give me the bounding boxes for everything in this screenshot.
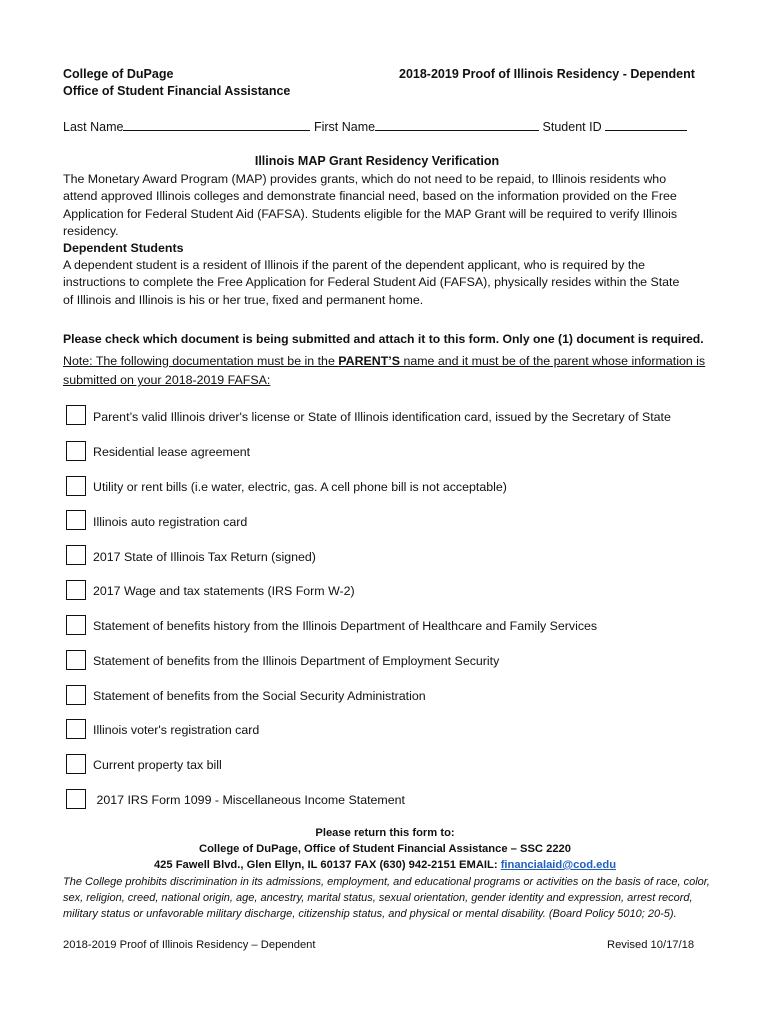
option-label: 2017 State of Illinois Tax Return (signed) [93,550,316,564]
org-name: College of DuPage [63,67,174,81]
checkbox-property-tax[interactable] [66,754,86,774]
return-line-2: College of DuPage, Office of Student Financial Assistance – SSC 2220 [199,843,571,855]
last-name-field[interactable] [123,119,310,131]
option-label: Parent’s valid Illinois driver's license or State of Illinois identification card, issued by the Secretary of State [93,410,671,424]
checkbox-ssa-benefits[interactable] [66,685,86,705]
student-id-field[interactable] [605,119,687,131]
checkbox-w2[interactable] [66,580,86,600]
checkbox-lease[interactable] [66,441,86,461]
option-label: Residential lease agreement [93,445,251,459]
option-label: Current property tax bill [93,758,222,772]
checkbox-auto-registration[interactable] [66,510,86,530]
nondiscrimination-statement: The College prohibits discrimination in its admissions, employment, and educational programs or activities on the basis of race, color, sex, religion, creed, national origin, age, ancestry, marital status, sexual orientation, gender identity and expression, arrest record, military status or unfavorable military discharge, citizenship status, and physical or mental disability. (Board Policy 5010; 20-5). [63,876,710,920]
option-label: Statement of benefits from the Illinois Department of Employment Security [93,654,500,668]
option-label: 2017 IRS Form 1099 - Miscellaneous Income Statement [93,793,405,807]
student-id-label: Student ID [542,120,602,134]
checkbox-state-tax-return[interactable] [66,545,86,565]
option-label: Statement of benefits from the Social Security Administration [93,689,426,703]
section-title: Illinois MAP Grant Residency Verification [254,154,500,168]
first-name-label: First Name [313,120,376,134]
checkbox-hfs-benefits[interactable] [66,615,86,635]
dependent-heading: Dependent Students [63,241,184,255]
option-label: Illinois voter's registration card [93,723,260,737]
parent-note [63,352,709,390]
map-intro-paragraph: The Monetary Award Program (MAP) provides grants, which do not need to be repaid, to Illinois residents who attend approved Illinois colleges and demonstrate financial need, based on the information provided on the Free Application for Federal Student Aid (FAFSA). Students eligible for the MAP Grant will be required to verify Illinois residency. [63,172,678,239]
email-link[interactable]: financialaid@cod.edu [500,859,617,871]
first-name-field[interactable] [375,119,539,131]
footer-left: 2018-2019 Proof of Illinois Residency – Dependent [63,939,316,951]
checkbox-utility-bills[interactable] [66,476,86,496]
return-line-1: Please return this form to: [315,827,455,839]
check-instructions: Please check which document is being submitted and attach it to this form. Only one (1) document is required. [63,332,704,346]
note-suffix: name and it must be of the parent whose information is submitted on your 2018-2019 FAFSA: [63,354,706,387]
option-label: Illinois auto registration card [93,515,248,529]
name-fields-row [63,119,687,134]
footer-revised: Revised 10/17/18 [607,939,695,951]
form-title: 2018-2019 Proof of Illinois Residency - Dependent [399,67,695,81]
dependent-paragraph: A dependent student is a resident of Illinois if the parent of the dependent applicant, who is required by the instructions to complete the Free Application for Federal Student Aid (FAFSA), physically resides within the State of Illinois and Illinois is his or her true, fixed and permanent home. [63,258,680,307]
return-line-3 [0,859,770,871]
note-prefix: Note: The following documentation must be in the [63,354,339,368]
option-label: Statement of benefits history from the Illinois Department of Healthcare and Family Services [93,619,598,633]
note-parent-bold: PARENT’S [338,354,401,368]
office-name: Office of Student Financial Assistance [63,84,291,98]
checkbox-voter-registration[interactable] [66,719,86,739]
return-address: 425 Fawell Blvd., Glen Ellyn, IL 60137 FAX (630) 942-2151 EMAIL: [153,859,501,871]
checkbox-ides-benefits[interactable] [66,650,86,670]
option-label: 2017 Wage and tax statements (IRS Form W-2) [93,584,355,598]
checkbox-1099[interactable] [66,789,86,809]
checkbox-drivers-license[interactable] [66,405,86,425]
last-name-label: Last Name [63,120,124,134]
option-label: Utility or rent bills (i.e water, electric, gas. A cell phone bill is not acceptable) [93,480,507,494]
